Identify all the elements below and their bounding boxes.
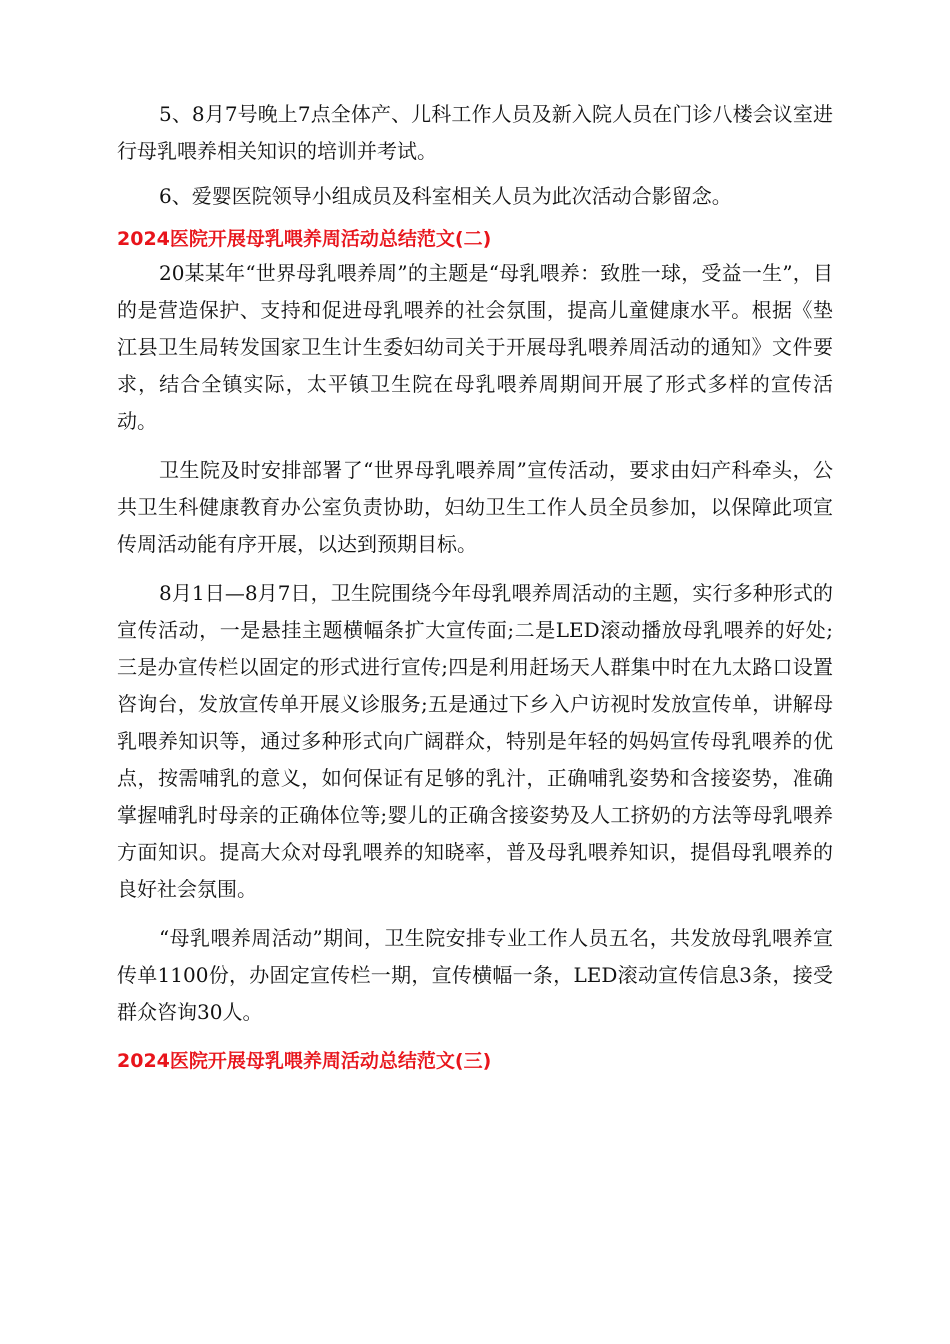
paragraph-item-5: 5、8月7号晚上7点全体产、儿科工作人员及新入院人员在门诊八楼会议室进行母乳喂养相关知识的培训并考试。 [117,102,833,163]
spacer [117,908,833,920]
spacer [117,440,833,452]
paragraph-arrangement: 卫生院及时安排部署了“世界母乳喂养周”宣传活动，要求由妇产科牵头，公共卫生科健康教育办公室负责协助，妇幼卫生工作人员全员参加，以保障此项宣传周活动能有序开展，以达到预期目标。 [117,458,833,556]
section-heading-3: 2024医院开展母乳喂养周活动总结范文(三) [117,1050,492,1072]
paragraph-summary: “母乳喂养周活动”期间，卫生院安排专业工作人员五名，共发放母乳喂养宣传单1100份，办固定宣传栏一期，宣传横幅一条，LED滚动宣传信息3条，接受群众咨询30人。 [117,926,833,1024]
section-heading-2: 2024医院开展母乳喂养周活动总结范文(二) [117,228,492,250]
spacer [117,215,833,223]
document-page [117,96,833,1077]
spacer [117,170,833,178]
paragraph-activities: 8月1日—8月7日，卫生院围绕今年母乳喂养周活动的主题，实行多种形式的宣传活动，一是悬挂主题横幅条扩大宣传面;二是LED滚动播放母乳喂养的好处;三是办宣传栏以固定的形式进行宣传;四是利用赶场天人群集中时在九太路口设置咨询台，发放宣传单开展义诊服务;五是通过下乡入户访视时发放宣传单，讲解母乳喂养知识等，通过多种形式向广阔群众，特别是年轻的妈妈宣传母乳喂养的优点，按需哺乳的意义，如何保证有足够的乳汁，正确哺乳姿势和含接姿势，准确掌握哺乳时母亲的正确体位等;婴儿的正确含接姿势及人工挤奶的方法等母乳喂养方面知识。提高大众对母乳喂养的知晓率，普及母乳喂养知识，提倡母乳喂养的良好社会氛围。 [117,581,833,901]
paragraph-item-6: 6、爱婴医院领导小组成员及科室相关人员为此次活动合影留念。 [159,184,732,208]
paragraph-theme: 20某某年“世界母乳喂养周”的主题是“母乳喂养：致胜一球，受益一生”，目的是营造保护、支持和促进母乳喂养的社会氛围，提高儿童健康水平。根据《垫江县卫生局转发国家卫生计生委妇幼司关于开展母乳喂养周活动的通知》文件要求，结合全镇实际，太平镇卫生院在母乳喂养周期间开展了形式多样的宣传活动。 [117,261,833,433]
spacer [117,1031,833,1045]
spacer [117,563,833,575]
